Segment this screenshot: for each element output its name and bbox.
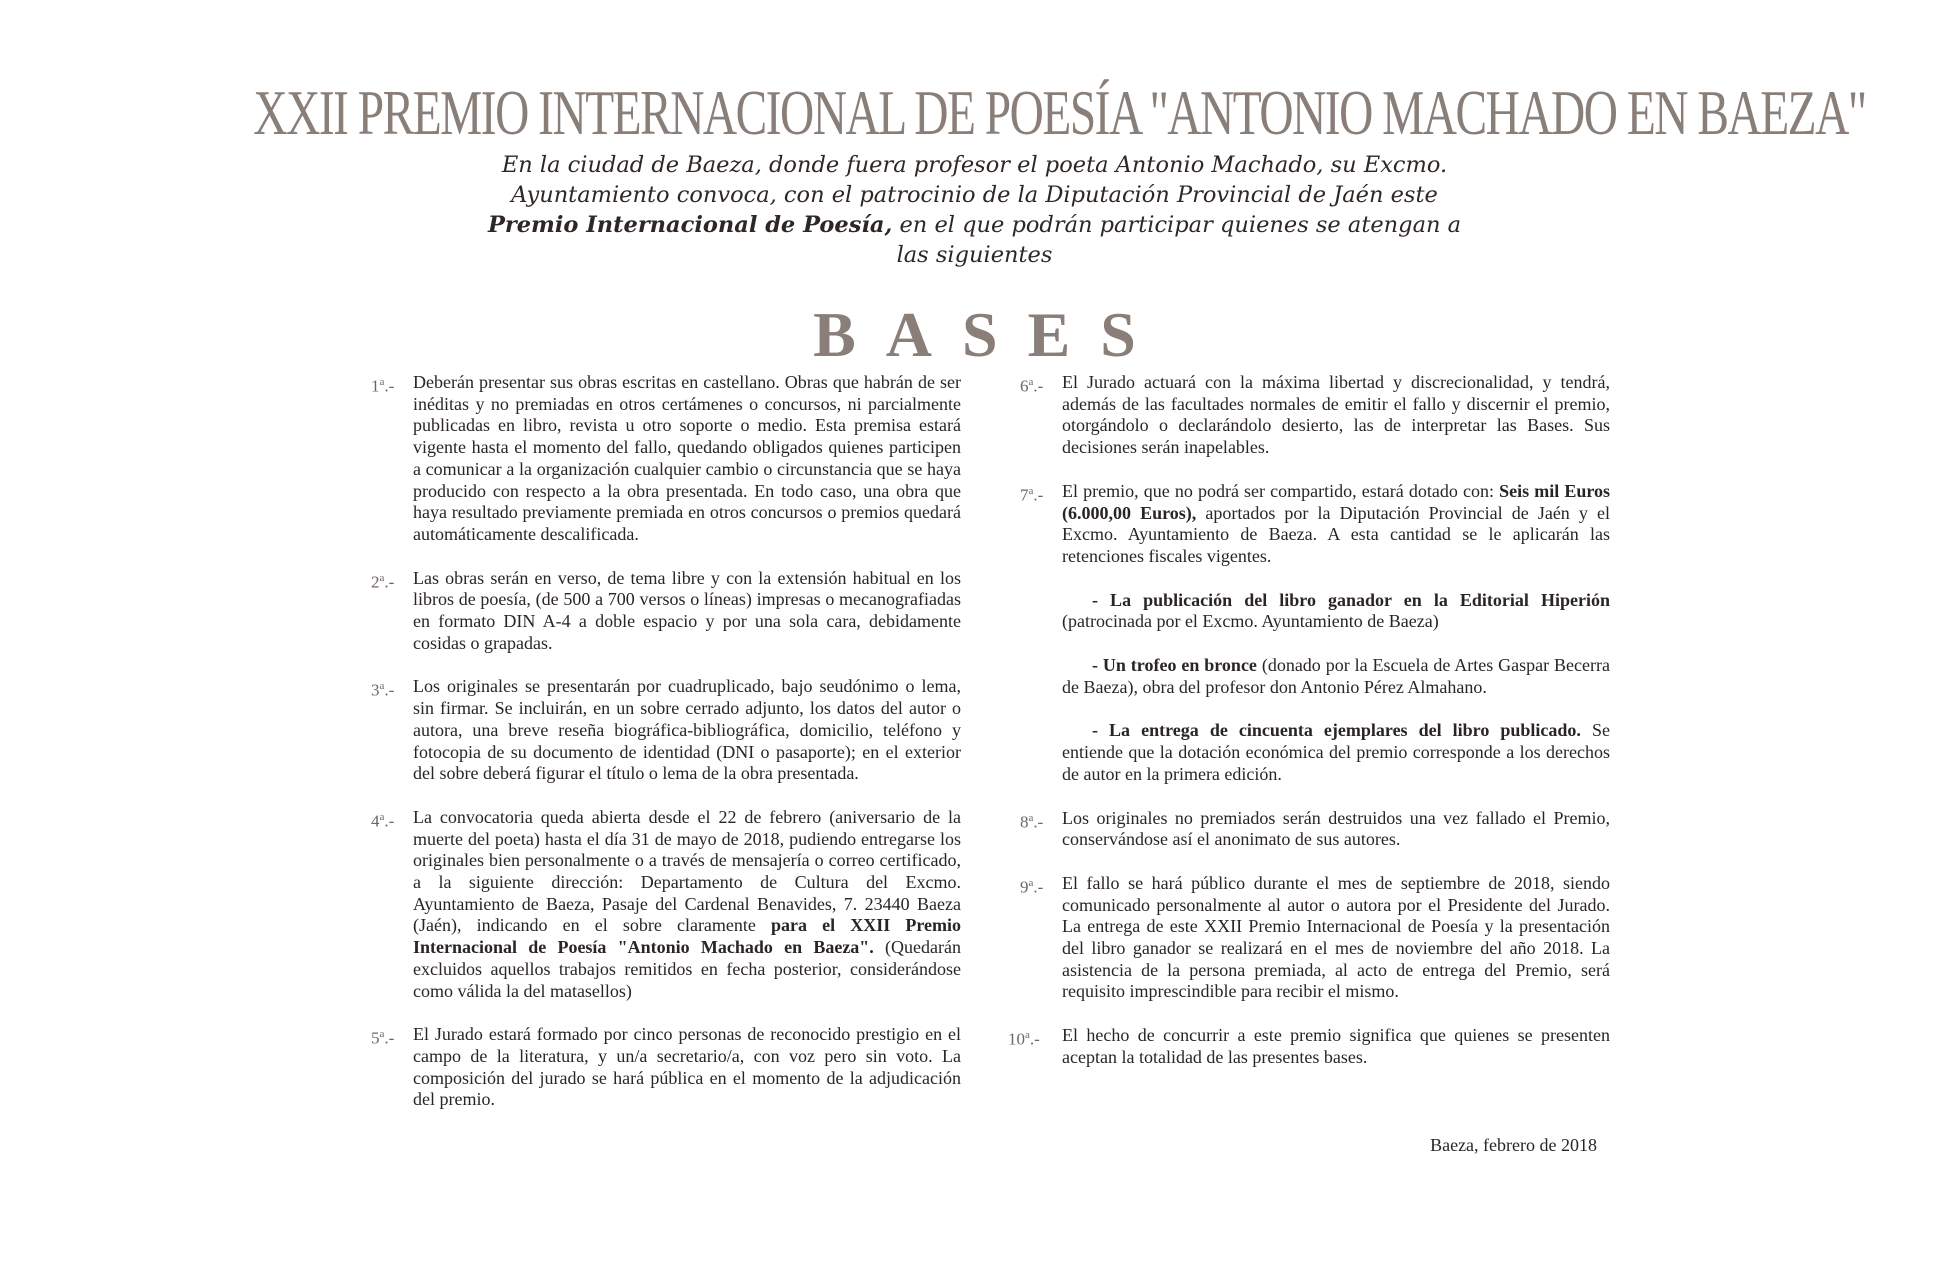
base-item-9 [1020,873,1610,1003]
base-text: El hecho de concurrir a este premio significa que quienes se presenten aceptan la totalidad de las presentes bases. [1062,1025,1610,1067]
base-text: Los originales no premiados serán destruidos una vez fallado el Premio, conservándose así el anonimato de sus autores. [1062,807,1610,850]
left-column [371,372,961,1111]
base-text: El Jurado actuará con la máxima libertad y discrecionalidad, y tendrá, además de las facultades normales de emitir el fallo y discernir el premio, otorgándolo o declarándolo desierto, las de interpretar las Bases. Sus decisiones serán inapelables. [1062,372,1610,458]
base-text: El fallo se hará público durante el mes de septiembre de 2018, siendo comunicado personalmente al autor o autora por el Presidente del Jurado. La entrega de este XXII Premio Internacional de Poesía y la presentación del libro ganador se realizará en el mes de noviembre del año 2018. La asistencia de la persona premiada, al acto de entrega del Premio, será requisito imprescindible para recibir el mismo. [1062,872,1610,1002]
intro-text-bold: Premio Internacional de Poesía, [487,212,893,238]
base-item-7 [1020,481,1610,568]
base-number: 7$^a$.- [1020,484,1044,505]
base-item-8 [1020,808,1610,851]
base-text: El Jurado estará formado por cinco personas de reconocido prestigio en el campo de la literatura, y un/a secretario/a, con voz pero sin voto. La composición del jurado se hará pública en el momento de la adjudicación del premio. [413,1024,961,1110]
base-item-4 [371,807,961,1002]
page-title: XXII PREMIO INTERNACIONAL DE POESÍA "ANTONIO MACHADO EN BAEZA" [253,77,1866,148]
base-number: 5$^a$.- [371,1028,395,1048]
intro-paragraph [480,150,1469,270]
signature-date: Baeza, febrero de 2018 [1430,1135,1597,1155]
prize-publication: - La publicación del libro ganador en la Editorial Hiperión (patrocinada por el Excmo. Ayuntamiento de Baeza) [1062,589,1610,632]
base-item-6 [1020,372,1610,459]
base-text: Las obras serán en verso, de tema libre y con la extensión habitual en los libros de poesía, (de 500 a 700 versos o líneas) impresas o mecanografiadas en formato DIN A-4 a doble espacio y por una sola cara, debidamente cosidas o grapadas. [413,567,961,653]
base-number: 2$^a$.- [371,571,395,592]
base-number: 4$^a$.- [371,810,395,831]
base-item-5 [371,1024,961,1111]
base-number: 1$^a$.- [371,376,395,396]
prize-copies: - La entrega de cincuenta ejemplares del libro publicado. Se entiende que la dotación económica del premio corresponde a los derechos de autor en la primera edición. [1062,720,1610,784]
intro-text-2: en el que podrán participar quienes se atengan a las siguientes [892,212,1462,268]
intro-text-1: En la ciudad de Baeza, donde fuera profesor el poeta Antonio Machado, su Excmo. Ayuntamiento convoca, con el patrocinio de la Diputación Provincial de Jaén este [501,152,1448,208]
bases-heading: BASES [813,299,1166,370]
base-number: 6$^a$.- [1020,376,1044,396]
base-item-10 [1008,1025,1610,1068]
base-item-2 [371,568,961,655]
base-item-1 [371,372,961,546]
base-text: Deberán presentar sus obras escritas en castellano. Obras que habrán de ser inéditas y no premiadas en otros certámenes o concursos, ni parcialmente publicadas en libro, revista u otro soporte o medio. Esta premisa estará vigente hasta el momento del fallo, quedando obligados quienes participen a comunicar a la organización cualquier cambio o circunstancia que se haya producido con respecto a la obra presentada. En todo caso, una obra que haya resultado previamente premiada en otros concursos o premios quedará automáticamente descalificada. [413,372,961,544]
base-number: 10$^a$.- [1008,1029,1040,1049]
base-text: El premio, que no podrá ser compartido, estará dotado con: Seis mil Euros (6.000,00 Euros), aportados por la Diputación Provincial de Jaén y el Excmo. Ayuntamiento de Baeza. A esta cantidad se le aplicarán las retenciones fiscales vigentes. [1062,480,1611,566]
base-number: 3$^a$.- [371,680,395,701]
base-item-3 [371,676,961,785]
base-number: 8$^a$.- [1020,811,1044,832]
base-text: Los originales se presentarán por cuadruplicado, bajo seudónimo o lema, sin firmar. Se incluirán, en un sobre cerrado adjunto, los datos del autor o autora, una breve reseña biográfica-bibliográfica, domicilio, teléfono y fotocopia de su documento de identidad (DNI o pasaporte); en el exterior del sobre deberá figurar el título o lema de la obra presentada. [413,676,961,784]
prize-trophy: - Un trofeo en bronce (donado por la Escuela de Artes Gaspar Becerra de Baeza), obra del profesor don Antonio Pérez Almahano. [1062,655,1610,697]
right-column [1008,372,1611,1069]
base-number: 9$^a$.- [1020,876,1044,897]
base-text: La convocatoria queda abierta desde el 22 de febrero (aniversario de la muerte del poeta) hasta el día 31 de mayo de 2018, pudiendo entregarse los originales bien personalmente o a través de mensajería o correo certificado, a la siguiente dirección: Departamento de Cultura del Excmo. Ayuntamiento de Baeza, Pasaje del Cardenal Benavides, 7. 23440 Baeza (Jaén), indicando en el sobre claramente para el XXII Premio Internacional de Poesía "Antonio Machado en Baeza". (Quedarán excluidos aquellos trabajos remitidos en fecha posterior, considerándose como válida la del matasellos) [413,806,961,1001]
